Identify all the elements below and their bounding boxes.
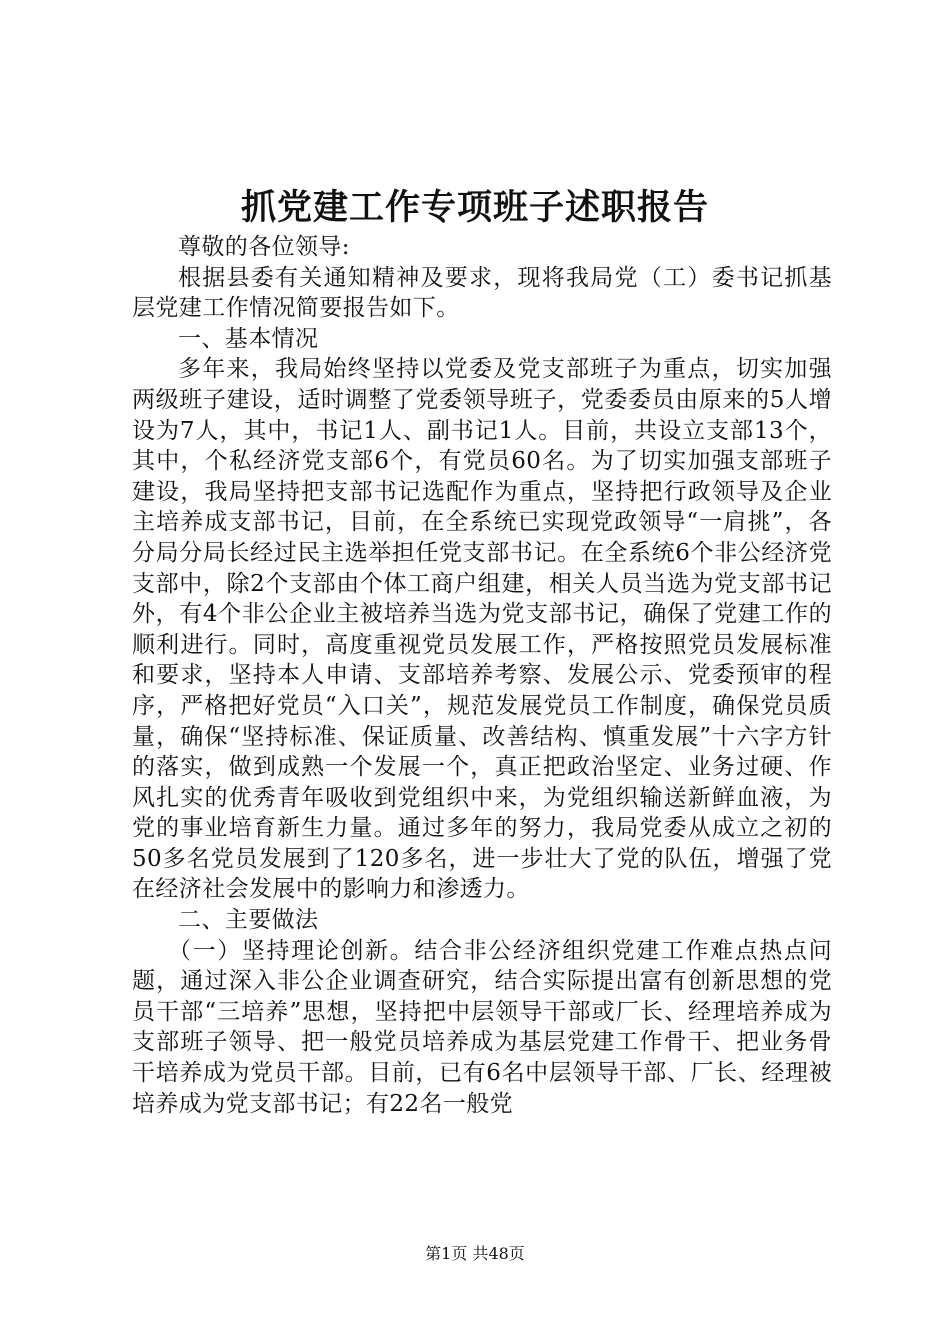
salutation: 尊敬的各位领导: (178, 234, 350, 260)
paragraph-intro: 根据县委有关通知精神及要求，现将我局党（工）委书记抓基层党建工作情况简要报告如下。 (132, 264, 832, 322)
section-heading-main-practices: 二、主要做法 (178, 907, 319, 934)
document-body (132, 232, 832, 1119)
paragraph-basic-situation: 多年来，我局始终坚持以党委及党支部班子为重点，切实加强两级班子建设，适时调整了党委领导班子，党委委员由原来的5人增设为7人，其中，书记1人、副书记1人。目前，共设立支部13个，其中，个私经济党支部6个，有党员60名。为了切实加强支部班子建设，我局坚持把支部书记选配作为重点，坚持把行政领导及企业主培养成支部书记，目前，在全系统已实现党政领导“一肩挑”，各分局分局长经过民主选举担任党支部书记。在全系统6个非公经济党支部中，除2个支部由个体工商户组建，相关人员当选为党支部书记外，有4个非公企业主被培养当选为党支部书记，确保了党建工作的顺利进行。同时，高度重视党员发展工作，严格按照党员发展标准和要求，坚持本人申请、支部培养考察、发展公示、党委预审的程序，严格把好党员“入口关”，规范发展党员工作制度，确保党员质量，确保“坚持标准、保证质量、改善结构、慎重发展”十六字方针的落实，做到成熟一个发展一个，真正把政治坚定、业务过硬、作风扎实的优秀青年吸收到党组织中来，为党组织输送新鲜血液，为党的事业培育新生力量。通过多年的努力，我局党委从成立之初的50多名党员发展到了120多名，进一步壮大了党的队伍，增强了党在经济社会发展中的影响力和渗透力。 (132, 356, 832, 903)
paragraph-theory-innovation: （一）坚持理论创新。结合非公经济组织党建工作难点热点问题，通过深入非公企业调查研究，结合实际提出富有创新思想的党员干部“三培养”思想，坚持把中层领导干部或厂长、经理培养成为支部班子领导、把一般党员培养成为基层党建工作骨干、把业务骨干培养成为党员干部。目前，已有6名中层领导干部、厂长、经理被培养成为党支部书记；有22名一般党 (132, 937, 832, 1117)
document-title: 抓党建工作专项班子述职报告 (240, 188, 709, 228)
page-footer: 第1页 共48页 (425, 1244, 525, 1263)
section-heading-basic-situation: 一、基本情况 (178, 325, 319, 352)
